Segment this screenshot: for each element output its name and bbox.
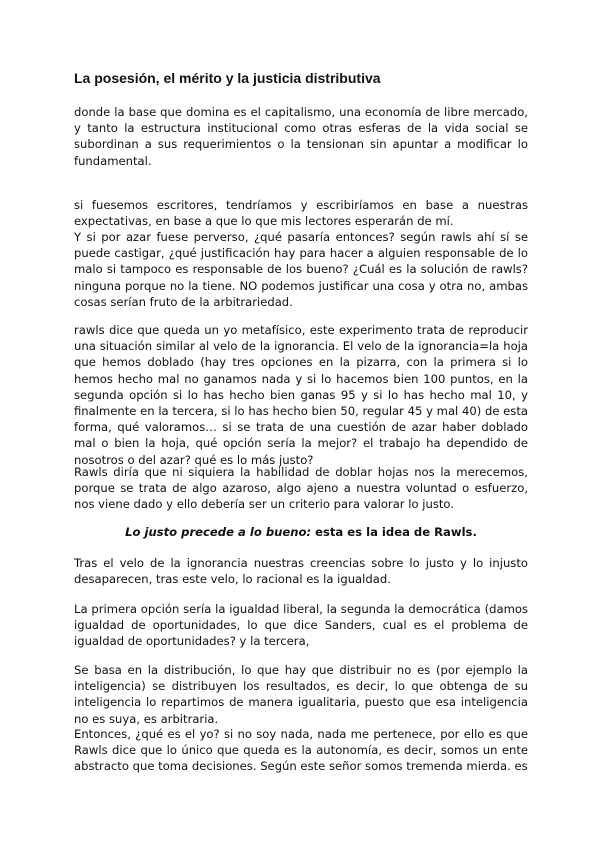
section-heading-emphasis: Lo justo precede a lo bueno:: [125, 525, 312, 539]
paragraph-veil: Tras el velo de la ignorancia nuestras creencias sobre lo justo y lo injusto desaparecen, tras este velo, lo racional es la igualdad.: [74, 556, 528, 587]
paragraph-metaphysical-self: rawls dice que queda un yo metafísico, este experimento trata de reproducir una situación similar al velo de la ignorancia. El velo de la ignorancia=la hoja que hemos doblado (hay tres opciones en la pizarra, con la primera si lo hemos hecho mal no ganamos nada y si lo hacemos bien 100 puntos, en la segunda opción si lo has hecho bien ganas 95 y si lo has hecho mal 10, y finalmente en la tercera, si lo has hecho bien 50, regular 45 y mal 40) de esta forma, qué valoramos… si se trata de una cuestión de azar haber doblado mal o bien la hoja, qué opción sería la mejor? el trabajo ha dependido de nosotros o del azar? qué es lo más justo?: [74, 323, 528, 467]
paragraph-options: La primera opción sería la igualdad liberal, la segunda la democrática (damos igualdad de oportunidades, lo que dice Sanders, cual es el problema de igualdad de oportunidades? y la tercera,: [74, 602, 528, 649]
paragraph-capitalism: donde la base que domina es el capitalismo, una economía de libre mercado, y tanto la estructura institucional como otras esferas de la vida social se subordinan a sus requerimientos o la tensionan sin apuntar a modificar lo fundamental.: [74, 105, 528, 168]
paragraph-distribution: Se basa en la distribución, lo que hay que distribuir no es (por ejemplo la inteligencia) se distribuyen los resultados, es decir, lo que obtenga de su inteligencia lo repartimos de manera igualitaria, puesto que esa inteligencia no es suya, es arbitraria.: [74, 663, 528, 726]
paragraph-self: Entonces, ¿qué es el yo? si no soy nada, nada me pertenece, por ello es que Rawls dice que lo único que queda es la autonomía, es decir, somos un ente abstracto que toma decisiones. Según este señor somos tremenda mierda. es: [74, 727, 528, 774]
section-heading: [74, 525, 528, 539]
paragraph-perverse: Y si por azar fuese perverso, ¿qué pasaría entonces? según rawls ahí sí se puede castigar, ¿qué justificación hay para hacer a alguien responsable de lo malo si tampoco es responsable de los bueno? ¿Cuál es la solución de rawls? ninguna porque no la tiene. NO podemos justificar una cosa y otra no, ambas cosas serían fruto de la arbitrariedad.: [74, 230, 528, 309]
paragraph-rawls-merit: Rawls diría que ni siquiera la habilidad de doblar hojas nos la merecemos, porque se trata de algo azaroso, algo ajeno a nuestra voluntad o esfuerzo, nos viene dado y ello debería ser un criterio para valorar lo justo.: [74, 465, 528, 512]
section-heading-rest: esta es la idea de Rawls.: [311, 525, 477, 539]
paragraph-writers: si fuesemos escritores, tendríamos y escribiríamos en base a nuestras expectativas, en base a que lo que mis lectores esperarán de mí.: [74, 198, 528, 229]
document-title: La posesión, el mérito y la justicia distributiva: [74, 70, 381, 86]
